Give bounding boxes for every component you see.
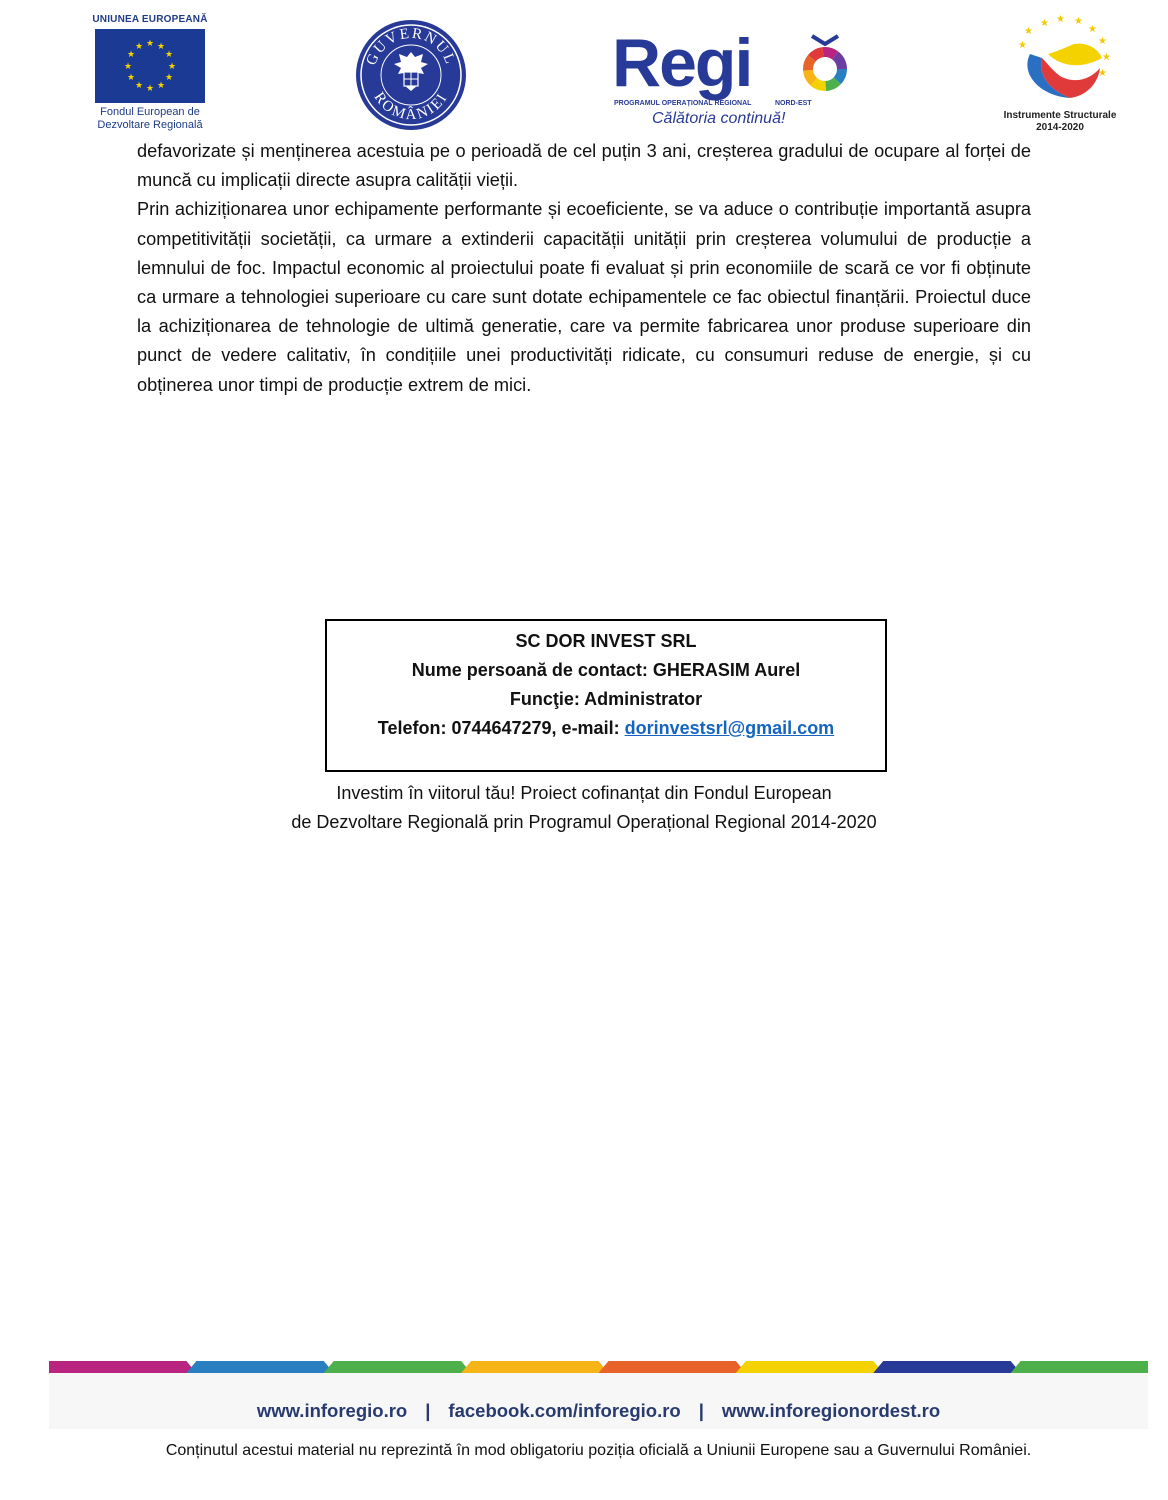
eu-caption-line1: Fondul European de <box>100 106 200 118</box>
contact-function: Funcţie: Administrator <box>509 689 703 709</box>
footer-separator: | <box>425 1400 431 1421</box>
cofinance-statement <box>200 779 968 837</box>
contact-phone-email <box>327 714 885 743</box>
body-text <box>137 137 1031 400</box>
footer-links <box>49 1400 1148 1422</box>
contact-phone: Telefon: 0744647279, e-mail: <box>377 718 625 738</box>
svg-text:★: ★ <box>1098 36 1107 47</box>
body-paragraph-2: Prin achiziționarea unor echipamente performante și ecoeficiente, se va aduce o contribuție importantă asupra competitivității societății, ca urmare a extinderii capacității unității prin creșterea volumului de producție a lemnului de foc. Impactul economic al proiectului poate fi evaluat și prin economiile de scară ce vor fi obținute ca urmare a tehnologiei superioare cu care sunt dotate echipamentele ce fac obiectul finanțării. Proiectul duce la achiziționarea de tehnologie de ultimă generatie, care va permite fabricarea unor produse superioare din punct de vedere calitativ, în condițiile unei productivități ridicate, cu consumuri reduse de energie, și cu obținerea unor timpi de producție extrem de mici. <box>137 199 1031 395</box>
svg-text:★: ★ <box>1074 16 1083 27</box>
footer-bar-segment <box>599 1361 746 1373</box>
svg-text:★: ★ <box>156 42 166 52</box>
regio-tagline: Călătoria continuă! <box>652 110 786 127</box>
svg-text:★: ★ <box>126 73 136 83</box>
svg-text:★: ★ <box>1040 18 1049 29</box>
instrumente-structurale-caption <box>990 110 1130 134</box>
regio-logo-word: Regi <box>612 25 752 101</box>
email-link[interactable]: dorinvestsrl@gmail.com <box>624 718 835 738</box>
instrumente-structurale-logo <box>990 14 1130 134</box>
instrumente-structurale-icon <box>990 14 1130 110</box>
footer-bar-segment <box>736 1361 883 1373</box>
cofinance-line-1: Investim în viitorul tău! Proiect cofinanțat din Fondul European <box>336 783 832 803</box>
disclaimer: Conținutul acestui material nu reprezintă în mod obligatoriu poziția oficială a Uniunii Europene sau a Guvernului României. <box>165 1442 1032 1459</box>
svg-text:★: ★ <box>1098 68 1107 79</box>
footer-bar-segment <box>1011 1361 1148 1373</box>
svg-text:★: ★ <box>145 84 155 94</box>
footer-link-facebook[interactable]: facebook.com/inforegio.ro <box>448 1400 681 1421</box>
regio-color-ring-icon <box>802 46 848 92</box>
regio-region-text: NORD-EST <box>775 100 812 107</box>
gov-seal-bottom-text: ROMÂNIEI <box>370 89 452 124</box>
eu-logo <box>90 14 210 132</box>
eu-logo-caption <box>90 106 210 132</box>
eu-caption-line2: Dezvoltare Regională <box>97 119 203 131</box>
svg-text:★: ★ <box>167 62 177 72</box>
cofinance-line-2: de Dezvoltare Regională prin Programul Operațional Regional 2014-2020 <box>291 812 877 832</box>
government-seal-logo <box>354 18 468 132</box>
footer-link-inforegionordest[interactable]: www.inforegionordest.ro <box>721 1400 941 1421</box>
footer-bar-segment <box>873 1361 1020 1373</box>
body-paragraph-1: defavorizate și menținerea acestuia pe o perioadă de cel puțin 3 ani, creșterea gradului de ocupare al forței de muncă cu implicații directe asupra calității vieții. <box>137 141 1031 191</box>
svg-text:★: ★ <box>134 42 144 52</box>
svg-text:★: ★ <box>145 39 155 49</box>
eu-flag-icon <box>95 29 205 103</box>
regio-tick-icon <box>810 34 840 46</box>
svg-text:★: ★ <box>164 50 174 60</box>
svg-text:★: ★ <box>126 50 136 60</box>
regio-logo <box>612 25 852 130</box>
svg-text:★: ★ <box>156 81 166 91</box>
svg-text:★: ★ <box>1024 26 1033 37</box>
contact-person: Nume persoană de contact: GHERASIM Aurel <box>411 660 801 680</box>
svg-text:★: ★ <box>134 81 144 91</box>
footer-bar-segment <box>461 1361 608 1373</box>
contact-box <box>325 619 887 772</box>
svg-text:★: ★ <box>1102 52 1111 63</box>
svg-text:★: ★ <box>1088 24 1097 35</box>
is-caption-line1: Instrumente Structurale <box>1003 110 1117 121</box>
svg-text:★: ★ <box>1018 40 1027 51</box>
svg-text:★: ★ <box>123 62 133 72</box>
footer-bar-segment <box>49 1361 196 1373</box>
footer-bar-segment <box>186 1361 333 1373</box>
footer-separator: | <box>698 1400 704 1421</box>
company-name: SC DOR INVEST SRL <box>515 631 697 651</box>
gov-seal-top-text: GUVERNUL <box>363 25 459 68</box>
regio-program-text: PROGRAMUL OPERAȚIONAL REGIONAL <box>614 100 752 107</box>
footer-bar-segment <box>324 1361 471 1373</box>
is-caption-line2: 2014-2020 <box>1036 122 1084 133</box>
svg-text:★: ★ <box>1056 14 1065 25</box>
svg-text:★: ★ <box>164 73 174 83</box>
eu-logo-title: UNIUNEA EUROPEANĂ <box>92 14 208 25</box>
footer-link-inforegio[interactable]: www.inforegio.ro <box>256 1400 408 1421</box>
footer-color-bar <box>49 1361 1148 1373</box>
